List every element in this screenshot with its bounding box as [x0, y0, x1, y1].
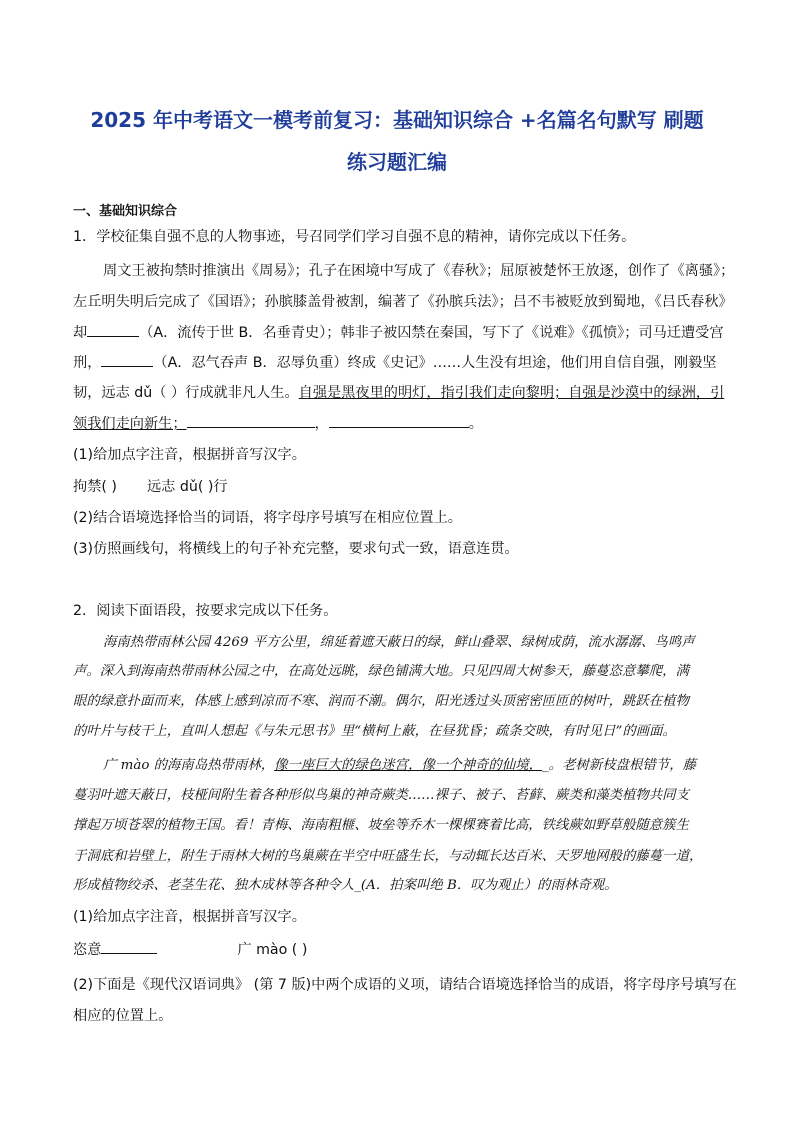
q1-sub1-items	[73, 477, 228, 497]
q2-para-line: 形成植物绞杀、老茎生花、独木成林等各种令人_(A．拍案叫绝 B．叹为观止）的雨林奇观。	[73, 878, 618, 893]
q1-text: 刑，	[73, 355, 102, 371]
q1-text: ，	[314, 416, 329, 432]
q1-sub1-a: 拘禁( )	[73, 479, 117, 495]
answer-blank[interactable]	[101, 352, 153, 367]
q2-para-line: 声。深入到海南热带雨林公园之中，在高处远眺，绿色铺满大地。只见四周大树参天，藤蔓恣意攀爬，满	[73, 664, 689, 679]
underlined-sentence: 领我们走向新生；	[73, 416, 187, 432]
q2-para-line: 撑起万顷苍翠的植物王国。看！青梅、海南粗榧、坡垒等乔木一棵棵赛着比高，铁线蕨如野草般随意簇生	[73, 818, 689, 833]
q2-para-line: 蔓羽叶遮天蔽日，枝桠间附生着各种形似鸟巢的神奇蕨类……裸子、被子、苔藓、蕨类和藻类植物共同支	[73, 788, 689, 803]
q2-para-line: 的叶片与枝干上，直叫人想起《与朱元思书》里“横柯上蔽，在昼犹昏；疏条交映，有时见日”的画面。	[73, 724, 676, 739]
q2-sub2-cont: 相应的位置上。	[73, 1008, 173, 1024]
document-title-line2: 练习题汇编	[347, 150, 447, 174]
q2-para-line: 海南热带雨林公园 4269 平方公里，绵延着遮天蔽日的绿，鲜山叠翠、绿树成荫，流水潺潺、鸟鸣声	[103, 635, 695, 650]
q1-sub3: (3)仿照画线句，将横线上的句子补充完整，要求句式一致，语意连贯。	[73, 541, 519, 557]
q1-para-line: 左丘明失明后完成了《国语》；孙膑膝盖骨被割，编著了《孙膑兵法》；吕不韦被贬放到蜀地，《吕氏春秋》	[73, 294, 733, 310]
document-title-line1: 2025 年中考语文一模考前复习：基础知识综合 +名篇名句默写 刷题	[90, 108, 704, 132]
q2-text: 广 mào 的海南岛热带雨林，	[103, 758, 275, 773]
q1-para-line: 周文王被拘禁时推演出《周易》；孔子在困境中写成了《春秋》；屈原被楚怀王放逐，创作了《离骚》；	[103, 263, 735, 279]
q2-sub2: (2)下面是《现代汉语词典》 (第 7 版)中两个成语的义项，请结合语境选择恰当的成语，将字母序号填写在	[73, 977, 737, 993]
q1-para-line	[73, 383, 724, 403]
section-heading: 一、基础知识综合	[73, 204, 178, 219]
underlined-sentence: 自强是黑夜里的明灯，指引我们走向黎明；自强是沙漠中的绿洲，引	[298, 385, 725, 401]
answer-blank[interactable]	[87, 322, 139, 337]
q2-para-line: 眼的绿意扑面而来，体感上感到凉而不寒、润而不潮。偶尔，阳光透过头顶密密匝匝的树叶，跳跃在植物	[73, 694, 689, 709]
q1-text: 韧，远志 dǔ（ ）行成就非凡人生。	[73, 385, 299, 401]
q2-sub1-b: 广 mào ( )	[237, 942, 308, 958]
answer-blank[interactable]	[329, 413, 469, 428]
q1-sub1: (1)给加点字注音，根据拼音写汉字。	[73, 447, 306, 463]
q1-sub1-b: 远志 dǔ( )行	[146, 479, 228, 495]
q1-text: （A．忍气吞声 B．忍辱负重）终成《史记》……人生没有坦途，他们用自信自强，刚毅坚	[153, 355, 717, 371]
q2-sub1: (1)给加点字注音，根据拼音写汉字。	[73, 909, 306, 925]
q2-para-line	[103, 756, 696, 776]
q2-sub1-a: 恣意	[73, 942, 102, 958]
answer-blank[interactable]	[187, 413, 315, 428]
q2-para-line: 于洞底和岩壁上，附生于雨林大树的鸟巢蕨在半空中旺盛生长，与动辄长达百米、天罗地网般的藤蔓一道，	[73, 849, 703, 864]
q2-sub1-items	[73, 939, 307, 960]
q1-text: 却	[73, 325, 88, 341]
q1-text: （A．流传于世 B．名垂青史）；韩非子被囚禁在秦国，写下了《说难》《孤愤》；司马迁遭受宫	[139, 325, 724, 341]
q1-sub2: (2)结合语境选择恰当的词语，将字母序号填写在相应位置上。	[73, 510, 462, 526]
q1-para-line	[73, 352, 716, 373]
q1-stem: 1．学校征集自强不息的人物事迹，号召同学们学习自强不息的精神，请你完成以下任务。	[73, 229, 636, 245]
answer-blank[interactable]	[101, 939, 157, 954]
q2-stem: 2．阅读下面语段，按要求完成以下任务。	[73, 603, 338, 619]
q2-text: _。老树新枝盘根错节，藤	[541, 758, 696, 773]
underlined-sentence: 像一座巨大的绿色迷宫，像一个神奇的仙境，	[274, 758, 542, 773]
q1-para-line	[73, 322, 724, 343]
q1-text: 。	[468, 416, 483, 432]
q1-para-line	[73, 413, 483, 434]
